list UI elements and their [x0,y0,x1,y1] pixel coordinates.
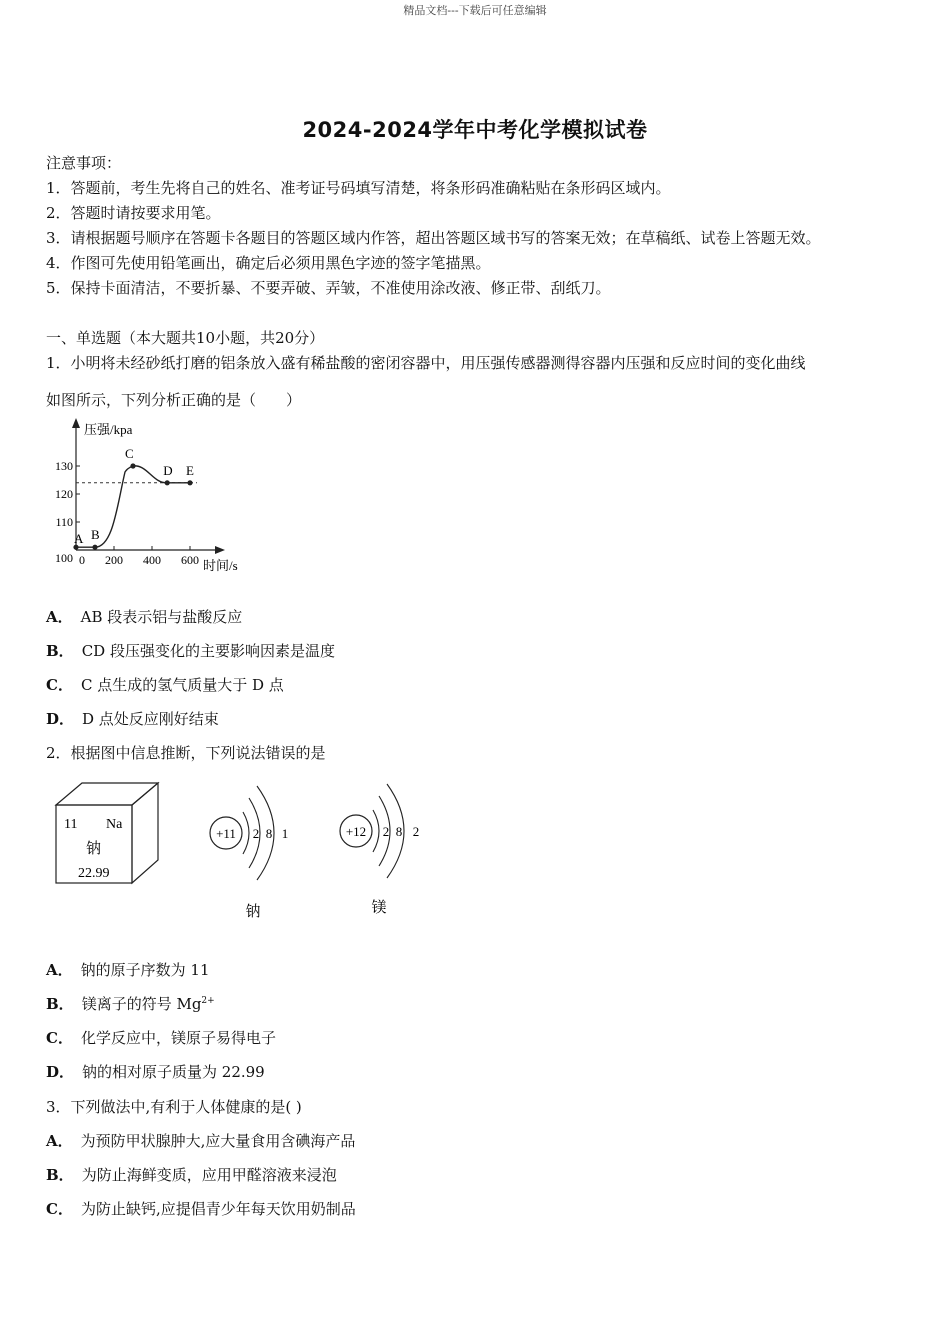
pressure-time-chart [44,416,254,580]
notice-heading: 注意事项： [46,154,122,172]
q1-stem-line1: 1．小明将未经砂纸打磨的铝条放入盛有稀盐酸的密闭容器中，用压强传感器测得容器内压强和反应时间的变化曲线 [46,354,806,372]
x-tick-label: 600 [181,553,199,567]
q2-option-b[interactable]: B． 镁离子的符号 $Mg^{2+}$ [46,995,215,1013]
q2-option-d[interactable]: D． 钠的相对原子质量为 22.99 [46,1063,265,1081]
q3-stem: 3．下列做法中,有利于人体健康的是( ) [46,1098,302,1116]
point-label-a: A [74,531,84,547]
sodium-shell-3: 1 [281,826,289,841]
point-d [165,480,170,485]
notice-item: 2．答题时请按要求用笔。 [46,204,221,222]
section-heading: 一、单选题（本大题共10小题，共20分） [46,329,325,347]
sodium-caption: 钠 [245,904,261,920]
element-number: 11 [64,817,78,832]
x-tick-label: 400 [143,553,161,567]
q1-option-c[interactable]: C． C 点生成的氢气质量大于 D 点 [46,676,284,694]
mg-charge: 2+ [201,996,215,1006]
page-title: 2024-2024学年中考化学模拟试卷 [302,118,648,142]
q2-stem: 2．根据图中信息推断，下列说法错误的是 [46,744,326,762]
x-axis-arrow [215,546,225,554]
notice-item: 3．请根据题号顺序在答题卡各题目的答题区域内作答，超出答题区域书写的答案无效；在草稿纸、试卷上答题无效。 [46,229,821,247]
q1-stem-line2: 如图所示，下列分析正确的是（ ） [46,391,302,409]
q1-option-d[interactable]: D． D 点处反应刚好结束 [46,710,219,728]
element-symbol: Na [106,817,123,832]
y-axis-arrow [72,418,80,428]
sodium-shell-2: 8 [265,826,273,841]
q2-option-c[interactable]: C． 化学反应中，镁原子易得电子 [46,1029,276,1047]
x-tick-label: 0 [79,553,85,567]
magnesium-caption: 镁 [371,900,387,916]
point-label-c: C [125,446,134,461]
x-axis-label: 时间/s [203,558,238,573]
page-header: 精品文档---下载后可任意编辑 [403,4,547,17]
magnesium-shell-1: 2 [382,824,390,839]
notice-item: 1．答题前，考生先将自己的姓名、准考证号码填写清楚，将条形码准确粘贴在条形码区域内。 [46,179,671,197]
magnesium-shell-2: 8 [395,824,403,839]
sodium-atom-diagram [205,780,305,928]
point-e [187,480,192,485]
notice-item: 5．保持卡面清洁，不要折暴、不要弄破、弄皱，不准使用涂改液、修正带、刮纸刀。 [46,279,611,297]
point-label-d: D [163,462,173,478]
element-name: 钠 [86,841,102,857]
q1-option-a[interactable]: A． AB 段表示铝与盐酸反应 [46,608,243,626]
point-c [130,463,135,468]
y-tick-label: 110 [55,515,73,529]
magnesium-atom-diagram [334,776,434,924]
q1-option-b[interactable]: B． CD 段压强变化的主要影响因素是温度 [46,642,335,660]
q3-option-b[interactable]: B． 为防止海鲜变质，应用甲醛溶液来浸泡 [46,1166,337,1184]
notice-item: 4．作图可先使用铅笔画出，确定后必须用黑色字迹的签字笔描黑。 [46,254,491,272]
y-tick-label: 100 [55,551,73,565]
point-b [92,545,97,550]
sodium-nucleus: +11 [216,826,236,841]
element-card [52,780,164,888]
q3-option-c[interactable]: C． 为防止缺钙,应提倡青少年每天饮用奶制品 [46,1200,356,1218]
y-tick-label: 120 [55,487,73,501]
q3-option-a[interactable]: A． 为预防甲状腺肿大,应大量食用含碘海产品 [46,1132,356,1150]
magnesium-shell-3: 2 [412,824,420,839]
q2-option-a[interactable]: A． 钠的原子序数为 11 [46,961,210,979]
element-mass: 22.99 [78,866,110,881]
sodium-shell-1: 2 [252,826,260,841]
y-axis-label: 压强/kpa [84,422,133,437]
point-label-b: B [91,527,100,543]
magnesium-nucleus: +12 [345,824,367,839]
y-tick-label: 130 [55,459,73,473]
x-tick-label: 200 [105,553,123,567]
point-label-e: E [186,462,194,478]
